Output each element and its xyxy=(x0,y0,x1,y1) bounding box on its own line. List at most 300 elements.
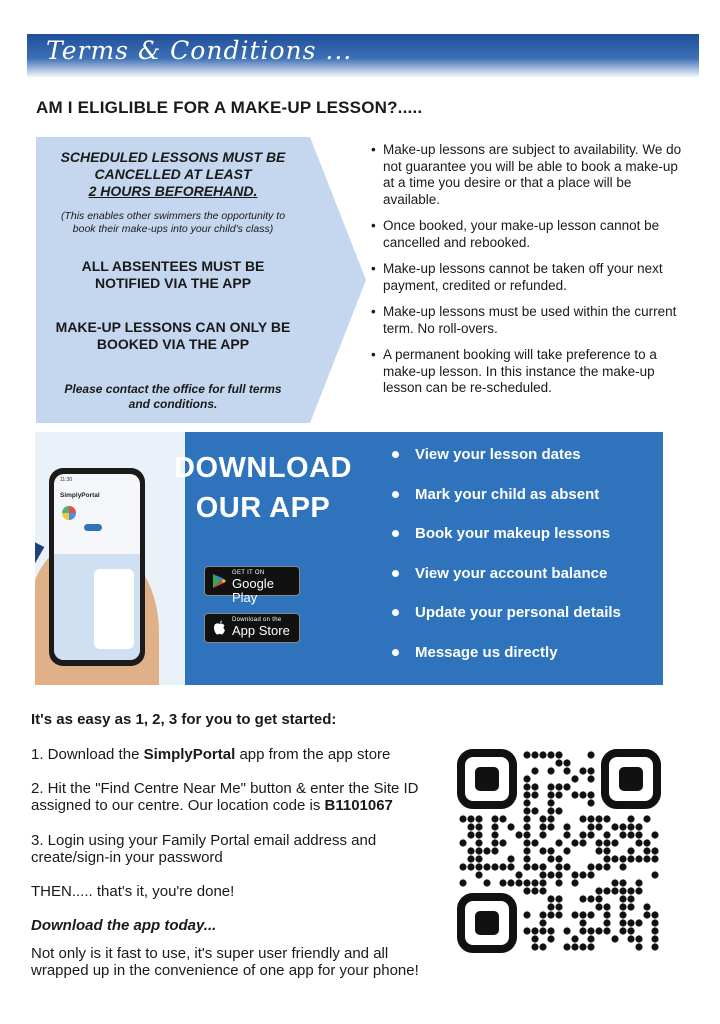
qr-dot xyxy=(555,759,562,766)
feature-text: Update your personal details xyxy=(415,604,621,621)
qr-dot xyxy=(627,935,634,942)
info-line-2: CANCELLED AT LEAST xyxy=(94,166,252,182)
feature-text: View your account balance xyxy=(415,564,608,582)
qr-dot xyxy=(539,919,546,926)
qr-dot xyxy=(611,855,618,862)
bullet-icon: • xyxy=(371,347,376,362)
qr-dot xyxy=(555,783,562,790)
feature-item xyxy=(390,523,621,563)
qr-dot xyxy=(603,831,610,838)
qr-dot xyxy=(467,847,474,854)
qr-dot xyxy=(499,815,506,822)
app-store-badge[interactable] xyxy=(204,613,300,643)
google-play-small-text: GET IT ON xyxy=(232,570,265,576)
qr-dot xyxy=(539,815,546,822)
qr-dot xyxy=(539,847,546,854)
qr-dot xyxy=(555,751,562,758)
qr-dot xyxy=(635,855,642,862)
qr-dot xyxy=(619,927,626,934)
qr-dot xyxy=(531,767,538,774)
phone-button xyxy=(84,524,102,531)
qr-dot xyxy=(603,847,610,854)
qr-dot xyxy=(563,831,570,838)
qr-dot xyxy=(539,751,546,758)
bullet-icon xyxy=(392,530,399,537)
qr-dot xyxy=(587,863,594,870)
qr-dot xyxy=(603,863,610,870)
qr-dot xyxy=(531,807,538,814)
qr-dot xyxy=(467,863,474,870)
qr-dot xyxy=(579,839,586,846)
qr-dot xyxy=(547,783,554,790)
qr-dot xyxy=(555,911,562,918)
closing-line-1: Not only is it fast to use, it's super user friendly and all xyxy=(31,945,389,962)
qr-dot xyxy=(523,879,530,886)
qr-dot xyxy=(555,791,562,798)
qr-dot xyxy=(643,847,650,854)
qr-dot xyxy=(531,791,538,798)
qr-dot xyxy=(635,887,642,894)
feature-item xyxy=(390,642,621,682)
rule-text: A permanent booking will take preference to a make-up lesson. In this instance the make-up lesson can be re-scheduled. xyxy=(383,347,657,395)
rule-text: Make-up lessons cannot be taken off your next payment, credited or refunded. xyxy=(383,261,663,293)
apple-icon xyxy=(212,620,227,636)
qr-dot xyxy=(475,863,482,870)
qr-dot xyxy=(627,831,634,838)
qr-dot xyxy=(555,903,562,910)
qr-dot xyxy=(587,911,594,918)
app-features-list xyxy=(390,444,621,681)
step-3-line-2: create/sign-in your password xyxy=(31,849,223,866)
download-app-panel xyxy=(35,432,663,685)
qr-dot xyxy=(467,855,474,862)
step-2-line-1: 2. Hit the "Find Centre Near Me" button & enter the Site ID xyxy=(31,780,419,797)
qr-dot xyxy=(555,863,562,870)
qr-dot xyxy=(595,847,602,854)
qr-dot xyxy=(571,911,578,918)
feature-text: Book your makeup lessons xyxy=(415,525,611,542)
qr-dot xyxy=(523,823,530,830)
bullet-icon xyxy=(392,649,399,656)
qr-dot xyxy=(523,839,530,846)
qr-dot xyxy=(651,855,658,862)
qr-dot xyxy=(531,839,538,846)
qr-dot xyxy=(459,815,466,822)
qr-finder-inner xyxy=(475,911,499,935)
qr-dot xyxy=(539,879,546,886)
qr-dot xyxy=(563,767,570,774)
qr-dot xyxy=(507,855,514,862)
qr-dot xyxy=(475,823,482,830)
qr-dot xyxy=(643,911,650,918)
qr-dot xyxy=(563,927,570,934)
location-code: B1101067 xyxy=(324,797,393,814)
bullet-icon xyxy=(392,491,399,498)
qr-dot xyxy=(531,879,538,886)
qr-dot xyxy=(595,927,602,934)
google-play-badge[interactable] xyxy=(204,566,300,605)
qr-dot xyxy=(523,775,530,782)
google-play-label: Google Play xyxy=(232,576,274,605)
info-line-3: 2 HOURS BEFOREHAND. xyxy=(88,183,258,199)
qr-dot xyxy=(531,935,538,942)
qr-dot xyxy=(619,919,626,926)
qr-dot xyxy=(475,871,482,878)
qr-dot xyxy=(499,879,506,886)
qr-dot xyxy=(467,823,474,830)
qr-dot xyxy=(563,759,570,766)
qr-dot xyxy=(611,839,618,846)
phone-app-name: SimplyPortal xyxy=(60,492,100,499)
qr-dot xyxy=(555,895,562,902)
qr-dot xyxy=(523,855,530,862)
qr-dot xyxy=(579,767,586,774)
qr-dot xyxy=(587,871,594,878)
qr-dot xyxy=(523,791,530,798)
qr-dot xyxy=(643,839,650,846)
qr-dot xyxy=(523,831,530,838)
step-2-text: assigned to our centre. Our location code is xyxy=(31,797,325,814)
feature-item xyxy=(390,444,621,484)
qr-dot xyxy=(627,887,634,894)
qr-dot xyxy=(587,791,594,798)
qr-dot xyxy=(499,863,506,870)
qr-dot xyxy=(603,855,610,862)
qr-dot xyxy=(627,919,634,926)
qr-dot xyxy=(627,895,634,902)
download-title-2: OUR APP xyxy=(195,492,331,524)
qr-dot xyxy=(635,823,642,830)
qr-dot xyxy=(579,815,586,822)
makeup-rules-list xyxy=(371,142,686,407)
qr-dot xyxy=(523,911,530,918)
qr-dot xyxy=(595,895,602,902)
qr-dot xyxy=(539,927,546,934)
qr-dot xyxy=(563,943,570,950)
qr-dot xyxy=(539,887,546,894)
info-note-1: (This enables other swimmers the opportunity to xyxy=(60,210,286,222)
qr-dot xyxy=(611,935,618,942)
qr-dot xyxy=(539,911,546,918)
qr-dot xyxy=(619,855,626,862)
qr-dot xyxy=(643,903,650,910)
rule-item xyxy=(371,347,686,397)
banner-title: Terms & Conditions ... xyxy=(46,36,353,65)
bullet-icon xyxy=(392,451,399,458)
qr-dot xyxy=(627,815,634,822)
qr-dot xyxy=(483,863,490,870)
qr-dot xyxy=(523,887,530,894)
qr-dot xyxy=(547,815,554,822)
qr-dot xyxy=(571,935,578,942)
qr-dot xyxy=(619,887,626,894)
qr-dot xyxy=(587,935,594,942)
qr-dot xyxy=(539,863,546,870)
qr-dot xyxy=(587,927,594,934)
qr-dot xyxy=(547,767,554,774)
qr-dot xyxy=(459,863,466,870)
qr-dot xyxy=(651,943,658,950)
qr-dot xyxy=(627,927,634,934)
qr-dot xyxy=(635,919,642,926)
qr-dot xyxy=(595,887,602,894)
qr-dot xyxy=(491,823,498,830)
absentees-line-1: ALL ABSENTEES MUST BE xyxy=(81,258,265,274)
qr-dot xyxy=(643,855,650,862)
qr-dot xyxy=(603,911,610,918)
qr-dot xyxy=(531,943,538,950)
bullet-icon: • xyxy=(371,304,376,319)
qr-dot xyxy=(547,871,554,878)
qr-dot xyxy=(523,847,530,854)
qr-dot xyxy=(523,927,530,934)
qr-dot xyxy=(531,887,538,894)
qr-dot xyxy=(555,807,562,814)
qr-dot xyxy=(627,855,634,862)
qr-dot xyxy=(619,823,626,830)
makeup-line-2: BOOKED VIA THE APP xyxy=(96,336,250,352)
bullet-icon: • xyxy=(371,142,376,157)
qr-dot xyxy=(579,895,586,902)
rule-text: Make-up lessons must be used within the current term. No roll-overs. xyxy=(383,304,677,336)
bullet-icon xyxy=(392,609,399,616)
qr-dot xyxy=(547,935,554,942)
qr-dot xyxy=(643,815,650,822)
qr-code[interactable] xyxy=(454,746,664,954)
qr-dot xyxy=(603,919,610,926)
qr-dot xyxy=(603,839,610,846)
qr-dot xyxy=(459,839,466,846)
qr-dot xyxy=(523,807,530,814)
qr-finder-inner xyxy=(475,767,499,791)
qr-dot xyxy=(579,871,586,878)
qr-dot xyxy=(587,831,594,838)
qr-dot xyxy=(531,927,538,934)
qr-dot xyxy=(539,823,546,830)
qr-dot xyxy=(491,839,498,846)
feature-text: Mark your child as absent xyxy=(415,485,600,503)
qr-dot xyxy=(571,943,578,950)
qr-dot xyxy=(619,831,626,838)
qr-dot xyxy=(539,943,546,950)
qr-dot xyxy=(651,919,658,926)
rule-item xyxy=(371,218,686,251)
qr-dot xyxy=(627,903,634,910)
qr-dot xyxy=(507,863,514,870)
qr-dot xyxy=(547,847,554,854)
info-note-2: book their make-ups into your child's class) xyxy=(72,223,274,235)
qr-dot xyxy=(475,847,482,854)
qr-dot xyxy=(603,887,610,894)
qr-dot xyxy=(515,871,522,878)
contact-line-2: and conditions. xyxy=(128,397,218,411)
qr-dot xyxy=(635,935,642,942)
qr-dot xyxy=(547,791,554,798)
qr-dot xyxy=(651,911,658,918)
qr-dot xyxy=(595,839,602,846)
google-play-icon xyxy=(212,573,227,589)
qr-dot xyxy=(563,783,570,790)
qr-dot xyxy=(611,879,618,886)
step-1 xyxy=(31,746,451,763)
qr-dot xyxy=(475,839,482,846)
download-cta: Download the app today... xyxy=(31,917,217,934)
arrow-right-icon xyxy=(310,137,366,423)
qr-dot xyxy=(587,775,594,782)
qr-dot xyxy=(595,823,602,830)
phone-screen xyxy=(54,474,140,660)
step-1-text: 1. Download the xyxy=(31,746,144,763)
rule-item xyxy=(371,261,686,294)
download-title-1: DOWNLOAD xyxy=(174,452,352,484)
qr-dot xyxy=(491,847,498,854)
app-store-label: App Store xyxy=(232,623,290,638)
qr-dot xyxy=(531,863,538,870)
qr-dot xyxy=(483,879,490,886)
qr-dot xyxy=(571,839,578,846)
qr-dot xyxy=(547,751,554,758)
qr-dot xyxy=(539,871,546,878)
bullet-icon: • xyxy=(371,218,376,233)
qr-dot xyxy=(563,847,570,854)
qr-dot xyxy=(507,823,514,830)
qr-dot xyxy=(499,839,506,846)
qr-dot xyxy=(547,807,554,814)
qr-dot xyxy=(539,831,546,838)
qr-dot xyxy=(619,911,626,918)
steps-heading: It's as easy as 1, 2, 3 for you to get started: xyxy=(31,711,337,728)
qr-dot xyxy=(651,847,658,854)
qr-dot xyxy=(635,879,642,886)
qr-dot xyxy=(635,831,642,838)
step-3-line-1: 3. Login using your Family Portal email address and xyxy=(31,832,377,849)
qr-dot xyxy=(651,935,658,942)
qr-dot xyxy=(579,831,586,838)
qr-dot xyxy=(563,863,570,870)
qr-dot xyxy=(611,823,618,830)
qr-dot xyxy=(651,831,658,838)
rule-text: Once booked, your make-up lesson cannot be cancelled and rebooked. xyxy=(383,218,660,250)
qr-dot xyxy=(595,863,602,870)
qr-dot xyxy=(627,823,634,830)
qr-dot xyxy=(507,879,514,886)
qr-dot xyxy=(531,751,538,758)
qr-dot xyxy=(547,895,554,902)
qr-dot xyxy=(635,943,642,950)
contact-line-1: Please contact the office for full terms xyxy=(64,382,282,396)
qr-dot xyxy=(587,815,594,822)
qr-dot xyxy=(579,943,586,950)
qr-dot xyxy=(515,831,522,838)
qr-dot xyxy=(459,879,466,886)
closing-line-2: wrapped up in the convenience of one app for your phone! xyxy=(31,962,419,979)
qr-dot xyxy=(523,751,530,758)
qr-dot xyxy=(547,903,554,910)
qr-dot xyxy=(619,879,626,886)
qr-dot xyxy=(611,887,618,894)
qr-dot xyxy=(491,863,498,870)
app-logo-icon xyxy=(62,506,76,520)
qr-dot xyxy=(579,911,586,918)
qr-dot xyxy=(619,863,626,870)
feature-text: Message us directly xyxy=(415,643,558,661)
qr-dot xyxy=(523,799,530,806)
qr-dot xyxy=(587,823,594,830)
qr-dot xyxy=(603,815,610,822)
qr-dot xyxy=(579,927,586,934)
qr-dot xyxy=(515,879,522,886)
qr-dot xyxy=(595,815,602,822)
app-store-small-text: Download on the xyxy=(232,617,282,623)
qr-dot xyxy=(571,871,578,878)
qr-dot xyxy=(651,871,658,878)
qr-dot xyxy=(571,775,578,782)
qr-dot xyxy=(627,847,634,854)
qr-dot xyxy=(547,927,554,934)
rule-item xyxy=(371,304,686,337)
feature-item xyxy=(390,563,621,603)
qr-dot xyxy=(523,783,530,790)
qr-dot xyxy=(603,903,610,910)
qr-dot xyxy=(587,799,594,806)
qr-dot xyxy=(467,815,474,822)
qr-dot xyxy=(571,791,578,798)
qr-dot xyxy=(619,895,626,902)
phone-time: 11:30 xyxy=(60,477,73,483)
feature-text: View your lesson dates xyxy=(415,446,581,463)
qr-dot xyxy=(579,919,586,926)
qr-dot xyxy=(475,815,482,822)
bullet-icon xyxy=(392,570,399,577)
qr-dot xyxy=(531,783,538,790)
qr-dot xyxy=(571,879,578,886)
qr-finder-inner xyxy=(619,767,643,791)
qr-dot xyxy=(523,815,530,822)
feature-item xyxy=(390,602,621,642)
qr-dot xyxy=(587,767,594,774)
qr-dot xyxy=(547,823,554,830)
qr-dot xyxy=(547,911,554,918)
app-name: SimplyPortal xyxy=(143,746,236,763)
qr-dot xyxy=(491,831,498,838)
info-line-1: SCHEDULED LESSONS MUST BE xyxy=(60,149,286,165)
qr-dot xyxy=(587,943,594,950)
qr-dot xyxy=(547,799,554,806)
qr-dot xyxy=(563,823,570,830)
phone-card xyxy=(94,569,134,649)
qr-dot xyxy=(635,839,642,846)
qr-dot xyxy=(619,903,626,910)
qr-dot xyxy=(475,855,482,862)
qr-dot xyxy=(483,847,490,854)
qr-dot xyxy=(555,871,562,878)
bullet-icon: • xyxy=(371,261,376,276)
qr-dot xyxy=(467,831,474,838)
qr-dot xyxy=(587,895,594,902)
qr-dot xyxy=(587,751,594,758)
rule-text: Make-up lessons are subject to availability. We do not guarantee you will be able to book a make-up at a time you desire or that a place will be available. xyxy=(383,142,682,207)
qr-dot xyxy=(555,855,562,862)
qr-dot xyxy=(555,839,562,846)
qr-dot xyxy=(595,903,602,910)
feature-item xyxy=(390,484,621,524)
done-text: THEN..... that's it, you're done! xyxy=(31,883,235,900)
qr-dot xyxy=(523,863,530,870)
section-heading: AM I ELIGLIBLE FOR A MAKE-UP LESSON?..... xyxy=(36,98,423,117)
step-2-line-2 xyxy=(31,797,451,814)
makeup-line-1: MAKE-UP LESSONS CAN ONLY BE xyxy=(55,319,291,335)
step-1-text-end: app from the app store xyxy=(235,746,391,763)
